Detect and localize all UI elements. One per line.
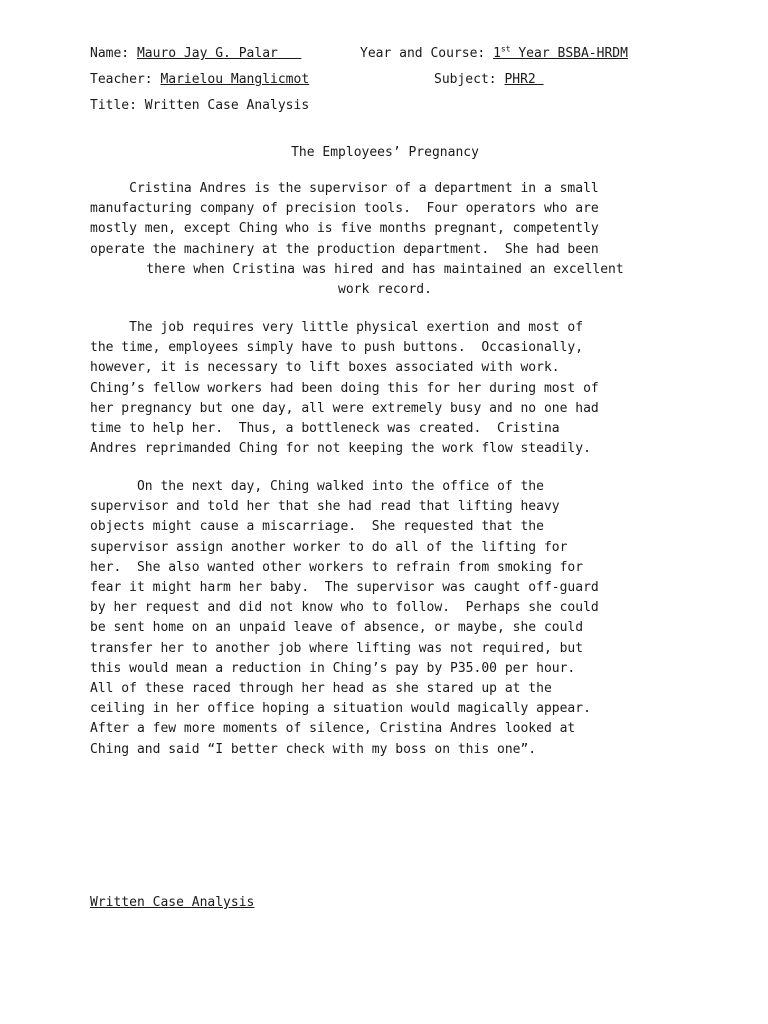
paragraph-line: this would mean a reduction in Ching’s pay by P35.00 per hour. [90, 660, 576, 676]
paragraph-line: there when Cristina was hired and has maintained an excellent [146, 261, 624, 277]
paragraph-line: Ching and said “I better check with my boss on this one”. [90, 741, 537, 757]
paragraph-line: mostly men, except Ching who is five months pregnant, competently [90, 221, 599, 237]
year-label: Year and Course: [360, 46, 494, 61]
paragraph-line: Andres reprimanded Ching for not keeping the work flow steadily. [90, 441, 591, 457]
year-course-value: Year BSBA-HRDM [510, 46, 628, 61]
title-line: Title: Written Case Analysis [90, 98, 310, 113]
paragraph-line: Cristina Andres is the supervisor of a department in a small [90, 181, 599, 196]
paragraph-line: supervisor and told her that she had read that lifting heavy [90, 499, 560, 515]
year-value [493, 46, 628, 61]
paragraph-line: fear it might harm her baby. The supervisor was caught off-guard [90, 580, 599, 596]
paragraph-3 [90, 477, 680, 760]
paragraph-line: transfer her to another job where lifting was not required, but [90, 640, 584, 656]
paragraph-line: her pregnancy but one day, all were extremely busy and no one had [90, 400, 599, 416]
paragraph-line: the time, employees simply have to push buttons. Occasionally, [90, 340, 584, 356]
year-number: 1 [493, 46, 501, 61]
section-heading: Written Case Analysis [90, 895, 255, 910]
paragraph-line: operate the machinery at the production department. She had been [90, 241, 599, 257]
paragraph-line: After a few more moments of silence, Cristina Andres looked at [90, 721, 576, 737]
subject-line [434, 70, 544, 90]
year-superscript: st [500, 44, 511, 54]
paragraph-line: by her request and did not know who to follow. Perhaps she could [90, 600, 599, 616]
paragraph-line: time to help her. Thus, a bottleneck was created. Cristina [90, 421, 560, 437]
subject-value: PHR2 [504, 72, 544, 87]
teacher-line [90, 70, 309, 90]
paragraph-line: work record. [338, 282, 432, 298]
paragraph-2 [90, 318, 680, 459]
name-label: Name: [90, 46, 137, 61]
paragraph-line: On the next day, Ching walked into the office of the [90, 479, 544, 494]
paragraph-line: ceiling in her office hoping a situation would magically appear. [90, 701, 591, 717]
name-line [90, 44, 301, 64]
paragraph-line: Ching’s fellow workers had been doing this for her during most of [90, 380, 599, 396]
paragraph-line: her. She also wanted other workers to refrain from smoking for [90, 559, 584, 575]
name-value: Mauro Jay G. Palar [136, 46, 302, 61]
paragraph-line: manufacturing company of precision tools. Four operators who are [90, 201, 599, 217]
paragraph-line: be sent home on an unpaid leave of absence, or maybe, she could [90, 620, 584, 636]
paragraph-line: supervisor assign another worker to do all of the lifting for [90, 539, 568, 555]
paragraph-line: objects might cause a miscarriage. She requested that the [90, 519, 544, 535]
paragraph-line: The job requires very little physical exertion and most of [90, 320, 584, 335]
paragraph-line: All of these raced through her head as she stared up at the [90, 681, 552, 697]
teacher-label: Teacher: [90, 72, 161, 87]
subject-label: Subject: [434, 72, 505, 87]
paragraph-1 [90, 179, 680, 300]
teacher-value: Marielou Manglicmot [160, 72, 310, 87]
year-course-line [360, 44, 628, 64]
paragraph-line: however, it is necessary to lift boxes associated with work. [90, 360, 560, 376]
case-title: The Employees’ Pregnancy [291, 145, 479, 160]
